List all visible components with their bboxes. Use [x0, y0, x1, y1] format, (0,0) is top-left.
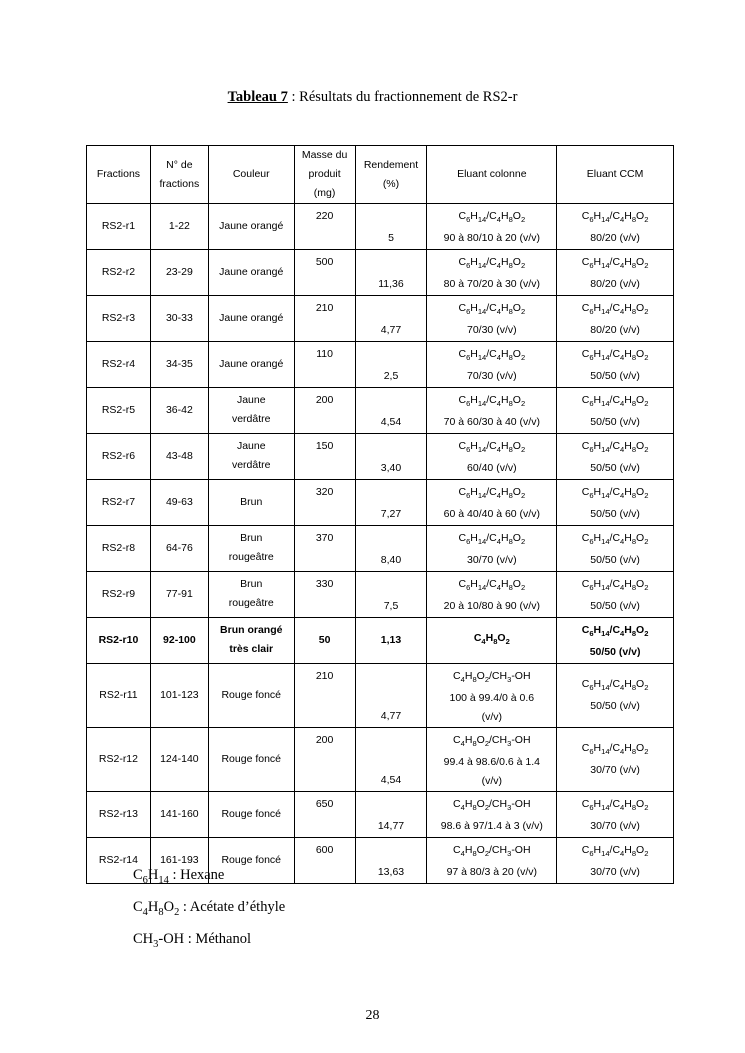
cell-masse: 220 [294, 204, 355, 250]
cell-masse: 370 [294, 526, 355, 572]
cell-eluant-ccm: $C_6H_{14}/C_4H_8O_2$ 50/50 (v/v) [557, 664, 674, 728]
cell-eluant-colonne: $C_6H_{14}/C_4H_8O_2$ 70/30 (v/v) [427, 342, 557, 388]
cell-rendement: 5 [355, 204, 427, 250]
cell-fraction: RS2-r2 [87, 250, 151, 296]
legend-item: $CH_3-OH$ : Méthanol [133, 930, 252, 950]
cell-couleur: Brun rougeâtre [208, 572, 294, 618]
table-caption [0, 89, 745, 106]
cell-couleur: Brun rougeâtre [208, 526, 294, 572]
cell-n-fractions: 34-35 [150, 342, 208, 388]
cell-couleur: Rouge foncé [208, 664, 294, 728]
header-eluant-ccm: Eluant CCM [557, 146, 674, 204]
cell-masse: 200 [294, 728, 355, 792]
table-title: : Résultats du fractionnement de RS2-r [287, 89, 518, 105]
cell-couleur: Jaune orangé [208, 296, 294, 342]
cell-fraction: RS2-r3 [87, 296, 151, 342]
cell-couleur: Rouge foncé [208, 792, 294, 838]
table-row [87, 388, 674, 434]
cell-fraction: RS2-r7 [87, 480, 151, 526]
cell-eluant-ccm: $C_6H_{14}/C_4H_8O_2$ 30/70 (v/v) [557, 728, 674, 792]
cell-n-fractions: 64-76 [150, 526, 208, 572]
cell-fraction: RS2-r9 [87, 572, 151, 618]
cell-eluant-ccm: $C_6H_{14}/C_4H_8O_2$ 50/50 (v/v) [557, 618, 674, 664]
table-row [87, 572, 674, 618]
cell-eluant-ccm: $C_6H_{14}/C_4H_8O_2$ 50/50 (v/v) [557, 480, 674, 526]
table-row [87, 728, 674, 792]
cell-fraction: RS2-r14 [87, 838, 151, 884]
table-row [87, 204, 674, 250]
cell-rendement: 4,77 [355, 664, 427, 728]
cell-n-fractions: 30-33 [150, 296, 208, 342]
cell-couleur: Jaune verdâtre [208, 388, 294, 434]
cell-eluant-ccm: $C_6H_{14}/C_4H_8O_2$ 80/20 (v/v) [557, 204, 674, 250]
cell-masse: 110 [294, 342, 355, 388]
cell-eluant-ccm: $C_6H_{14}/C_4H_8O_2$ 50/50 (v/v) [557, 342, 674, 388]
results-table [86, 145, 674, 884]
table-row [87, 792, 674, 838]
cell-fraction: RS2-r12 [87, 728, 151, 792]
cell-couleur: Rouge foncé [208, 838, 294, 884]
cell-n-fractions: 77-91 [150, 572, 208, 618]
cell-masse: 330 [294, 572, 355, 618]
cell-fraction: RS2-r1 [87, 204, 151, 250]
cell-fraction: RS2-r10 [87, 618, 151, 664]
cell-fraction: RS2-r5 [87, 388, 151, 434]
cell-masse: 210 [294, 664, 355, 728]
cell-n-fractions: 92-100 [150, 618, 208, 664]
header-rendement: Rendement (%) [355, 146, 427, 204]
cell-n-fractions: 49-63 [150, 480, 208, 526]
cell-n-fractions: 141-160 [150, 792, 208, 838]
cell-eluant-colonne: $C_6H_{14}/C_4H_8O_2$ 80 à 70/20 à 30 (v/v) [427, 250, 557, 296]
cell-n-fractions: 101-123 [150, 664, 208, 728]
table-row [87, 664, 674, 728]
cell-eluant-colonne: $C_6H_{14}/C_4H_8O_2$ 20 à 10/80 à 90 (v/v) [427, 572, 557, 618]
cell-eluant-colonne: $C_4H_8O_2/CH_3-OH$ 99.4 à 98.6/0.6 à 1.4 (v/v) [427, 728, 557, 792]
cell-eluant-colonne: $C_6H_{14}/C_4H_8O_2$ 70 à 60/30 à 40 (v/v) [427, 388, 557, 434]
cell-rendement: 1,13 [355, 618, 427, 664]
cell-masse: 150 [294, 434, 355, 480]
cell-fraction: RS2-r13 [87, 792, 151, 838]
table-row [87, 342, 674, 388]
cell-couleur: Jaune orangé [208, 342, 294, 388]
cell-eluant-ccm: $C_6H_{14}/C_4H_8O_2$ 50/50 (v/v) [557, 572, 674, 618]
table-row [87, 434, 674, 480]
cell-rendement: 4,54 [355, 388, 427, 434]
cell-eluant-ccm: $C_6H_{14}/C_4H_8O_2$ 30/70 (v/v) [557, 792, 674, 838]
cell-eluant-colonne: $C_4H_8O_2/CH_3-OH$ 98.6 à 97/1.4 à 3 (v/v) [427, 792, 557, 838]
cell-eluant-ccm: $C_6H_{14}/C_4H_8O_2$ 80/20 (v/v) [557, 250, 674, 296]
cell-eluant-colonne: $C_6H_{14}/C_4H_8O_2$ 60 à 40/40 à 60 (v/v) [427, 480, 557, 526]
cell-masse: 600 [294, 838, 355, 884]
cell-couleur: Jaune orangé [208, 250, 294, 296]
cell-eluant-colonne: $C_6H_{14}/C_4H_8O_2$ 60/40 (v/v) [427, 434, 557, 480]
cell-eluant-colonne: $C_6H_{14}/C_4H_8O_2$ 30/70 (v/v) [427, 526, 557, 572]
table-row [87, 526, 674, 572]
cell-couleur: Brun orangé très clair [208, 618, 294, 664]
cell-rendement: 11,36 [355, 250, 427, 296]
cell-rendement: 7,5 [355, 572, 427, 618]
header-row [87, 146, 674, 204]
cell-n-fractions: 161-193 [150, 838, 208, 884]
cell-rendement: 13,63 [355, 838, 427, 884]
cell-fraction: RS2-r8 [87, 526, 151, 572]
table-label: Tableau 7 [227, 89, 288, 105]
header-fractions: Fractions [87, 146, 151, 204]
header-n-fractions: N° de fractions [150, 146, 208, 204]
cell-n-fractions: 124-140 [150, 728, 208, 792]
cell-masse: 650 [294, 792, 355, 838]
cell-couleur: Rouge foncé [208, 728, 294, 792]
cell-eluant-colonne: $C_6H_{14}/C_4H_8O_2$ 90 à 80/10 à 20 (v/v) [427, 204, 557, 250]
cell-eluant-ccm: $C_6H_{14}/C_4H_8O_2$ 50/50 (v/v) [557, 434, 674, 480]
table-body [87, 204, 674, 884]
table-row [87, 296, 674, 342]
cell-eluant-colonne: $C_4H_8O_2$ [427, 618, 557, 664]
table-row [87, 480, 674, 526]
cell-masse: 210 [294, 296, 355, 342]
header-masse: Masse du produit (mg) [294, 146, 355, 204]
cell-n-fractions: 23-29 [150, 250, 208, 296]
cell-masse: 320 [294, 480, 355, 526]
table-row [87, 618, 674, 664]
cell-eluant-ccm: $C_6H_{14}/C_4H_8O_2$ 80/20 (v/v) [557, 296, 674, 342]
cell-masse: 500 [294, 250, 355, 296]
cell-n-fractions: 43-48 [150, 434, 208, 480]
page-number: 28 [365, 1008, 380, 1023]
cell-couleur: Jaune orangé [208, 204, 294, 250]
cell-couleur: Jaune verdâtre [208, 434, 294, 480]
table-row [87, 250, 674, 296]
cell-rendement: 14,77 [355, 792, 427, 838]
cell-masse: 50 [294, 618, 355, 664]
cell-fraction: RS2-r4 [87, 342, 151, 388]
header-eluant-colonne: Eluant colonne [427, 146, 557, 204]
legend-item: $C_6H_{14}$ : Hexane [133, 867, 225, 886]
cell-eluant-colonne: $C_4H_8O_2/CH_3-OH$ 100 à 99.4/0 à 0.6 (v/v) [427, 664, 557, 728]
legend-item: $C_4H_8O_2$ : Acétate d’éthyle [133, 898, 286, 918]
cell-rendement: 4,54 [355, 728, 427, 792]
cell-rendement: 2,5 [355, 342, 427, 388]
cell-rendement: 8,40 [355, 526, 427, 572]
cell-rendement: 4,77 [355, 296, 427, 342]
cell-masse: 200 [294, 388, 355, 434]
cell-fraction: RS2-r6 [87, 434, 151, 480]
cell-rendement: 3,40 [355, 434, 427, 480]
legend [133, 862, 285, 958]
cell-eluant-ccm: $C_6H_{14}/C_4H_8O_2$ 50/50 (v/v) [557, 526, 674, 572]
cell-eluant-ccm: $C_6H_{14}/C_4H_8O_2$ 30/70 (v/v) [557, 838, 674, 884]
header-couleur: Couleur [208, 146, 294, 204]
cell-eluant-colonne: $C_4H_8O_2/CH_3-OH$ 97 à 80/3 à 20 (v/v) [427, 838, 557, 884]
cell-eluant-colonne: $C_6H_{14}/C_4H_8O_2$ 70/30 (v/v) [427, 296, 557, 342]
cell-couleur: Brun [208, 480, 294, 526]
cell-eluant-ccm: $C_6H_{14}/C_4H_8O_2$ 50/50 (v/v) [557, 388, 674, 434]
cell-n-fractions: 1-22 [150, 204, 208, 250]
cell-n-fractions: 36-42 [150, 388, 208, 434]
cell-fraction: RS2-r11 [87, 664, 151, 728]
cell-rendement: 7,27 [355, 480, 427, 526]
